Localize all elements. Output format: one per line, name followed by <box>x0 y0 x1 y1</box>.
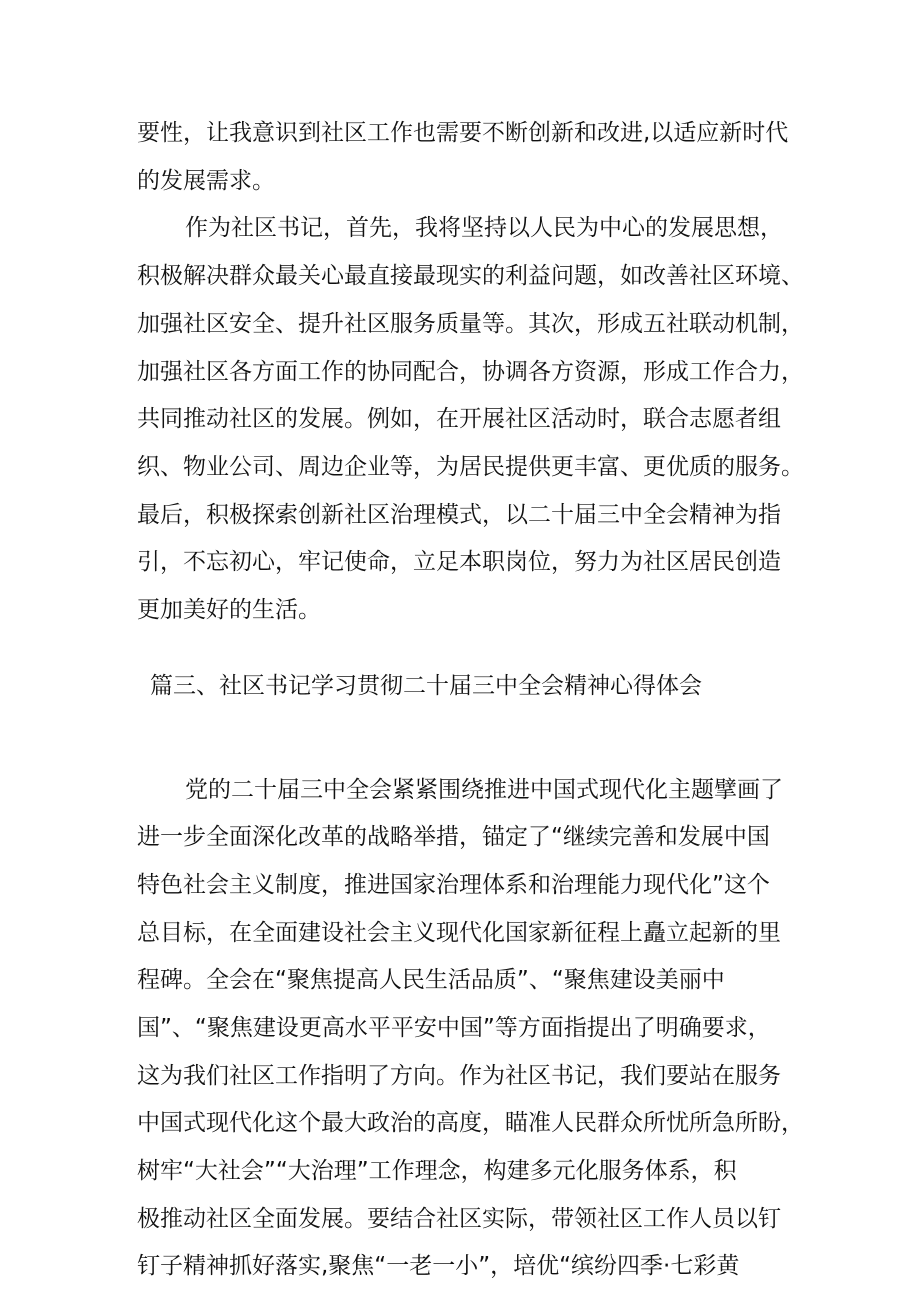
text-line: 总目标，在全面建设社会主义现代化国家新征程上矗立起新的里 <box>137 920 781 946</box>
text-line: 共同推动社区的发展。例如，在开展社区活动时，联合志愿者组 <box>137 406 781 432</box>
paragraph-start-line: 党的二十届三中全会紧紧围绕推进中国式现代化主题擘画了 <box>185 777 783 803</box>
text-line: 中国式现代化这个最大政治的高度，瞄准人民群众所忧所急所盼， <box>137 1110 804 1136</box>
text-line: 进一步全面深化改革的战略举措，锚定了“继续完善和发展中国 <box>137 824 770 850</box>
text-line: 树牢“大社会”“大治理”工作理念，构建多元化服务体系，积 <box>137 1158 737 1184</box>
paragraph-start-line: 作为社区书记，首先，我将坚持以人民为中心的发展思想， <box>185 215 783 241</box>
text-line: 的发展需求。 <box>137 168 275 194</box>
text-line: 加强社区安全、提升社区服务质量等。其次，形成五社联动机制， <box>137 311 804 337</box>
text-line: 钉子精神抓好落实,聚焦“一老一小”，培优“缤纷四季·七彩黄 <box>137 1253 740 1279</box>
text-line: 特色社会主义制度，推进国家治理体系和治理能力现代化”这个 <box>137 872 770 898</box>
text-line: 这为我们社区工作指明了方向。作为社区书记，我们要站在服务 <box>137 1063 781 1089</box>
text-line: 织、物业公司、周边企业等，为居民提供更丰富、更优质的服务。 <box>137 454 804 480</box>
text-line: 更加美好的生活。 <box>137 597 321 623</box>
text-line: 国”、“聚焦建设更高水平平安中国”等方面指提出了明确要求， <box>137 1015 771 1041</box>
text-line: 加强社区各方面工作的协同配合，协调各方资源，形成工作合力， <box>137 359 804 385</box>
text-line: 极推动社区全面发展。要结合社区实际，带领社区工作人员以钉 <box>137 1206 781 1232</box>
text-line: 要性，让我意识到社区工作也需要不断创新和改进,以适应新时代 <box>137 120 789 146</box>
text-line: 积极解决群众最关心最直接最现实的利益问题，如改善社区环境、 <box>137 263 804 289</box>
text-line: 引，不忘初心，牢记使命，立足本职岗位，努力为社区居民创造 <box>137 549 781 575</box>
text-line: 最后，积极探索创新社区治理模式，以二十届三中全会精神为指 <box>137 502 781 528</box>
section-heading: 篇三、社区书记学习贯彻二十届三中全会精神心得体会 <box>150 673 702 699</box>
text-line: 程碑。全会在“聚焦提高人民生活品质”、“聚焦建设美丽中 <box>137 967 725 993</box>
